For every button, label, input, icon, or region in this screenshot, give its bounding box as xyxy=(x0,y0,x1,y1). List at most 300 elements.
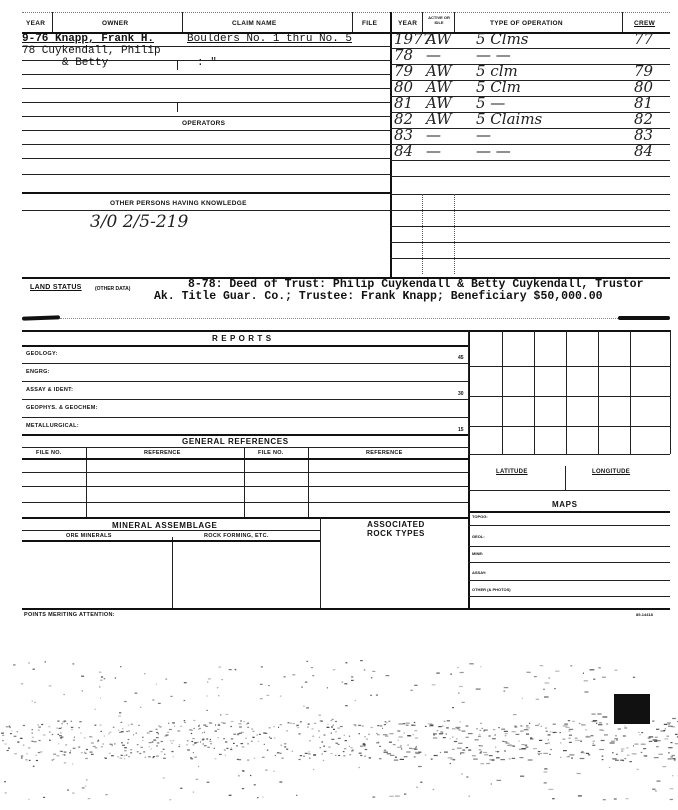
noise-speck xyxy=(49,685,52,686)
noise-speck xyxy=(220,714,221,715)
land-status-label: LAND STATUS xyxy=(30,284,82,291)
noise-speck xyxy=(100,725,102,726)
reports-title: R E P O R T S xyxy=(212,334,272,343)
noise-speck xyxy=(192,738,194,739)
noise-speck xyxy=(400,745,401,746)
noise-speck xyxy=(448,757,453,758)
noise-speck xyxy=(371,677,373,678)
noise-speck xyxy=(171,743,172,744)
noise-speck xyxy=(583,673,584,674)
noise-speck xyxy=(242,746,245,747)
separator-stroke-left xyxy=(22,315,60,320)
noise-speck xyxy=(148,756,151,757)
noise-speck xyxy=(406,751,410,752)
noise-speck xyxy=(73,740,75,741)
noise-speck xyxy=(69,752,71,753)
noise-speck xyxy=(504,687,509,688)
noise-speck xyxy=(144,673,145,674)
noise-speck xyxy=(609,767,610,768)
noise-speck xyxy=(121,722,123,723)
noise-speck xyxy=(48,726,50,727)
noise-speck xyxy=(149,742,152,743)
noise-speck xyxy=(300,721,302,722)
noise-speck xyxy=(2,735,4,736)
noise-speck xyxy=(32,737,34,738)
noise-speck xyxy=(127,742,128,743)
noise-speck xyxy=(468,750,471,751)
noise-speck xyxy=(32,700,33,701)
noise-speck xyxy=(99,672,102,673)
noise-speck xyxy=(313,755,316,756)
activity-status: AW xyxy=(426,30,452,48)
noise-speck xyxy=(592,714,596,715)
noise-speck xyxy=(520,776,524,777)
noise-speck xyxy=(268,685,270,686)
noise-speck xyxy=(242,770,244,771)
noise-speck xyxy=(461,773,462,774)
noise-speck xyxy=(247,723,249,724)
activity-type: 5 Clms xyxy=(476,30,529,48)
noise-speck xyxy=(163,777,165,778)
noise-speck xyxy=(33,766,35,767)
noise-speck xyxy=(306,661,308,662)
noise-speck xyxy=(142,737,144,738)
noise-speck xyxy=(58,743,59,744)
noise-speck xyxy=(99,686,100,687)
noise-speck xyxy=(308,724,310,725)
noise-speck xyxy=(14,736,17,737)
noise-speck xyxy=(420,782,422,783)
noise-speck xyxy=(218,667,221,668)
noise-speck xyxy=(64,754,65,755)
noise-speck xyxy=(152,699,154,700)
noise-speck xyxy=(258,741,260,742)
noise-speck xyxy=(82,787,85,788)
noise-speck xyxy=(203,743,204,744)
noise-speck xyxy=(597,713,601,714)
noise-speck xyxy=(85,753,87,754)
noise-speck xyxy=(351,676,353,677)
noise-speck xyxy=(284,746,286,747)
noise-speck xyxy=(168,723,169,724)
noise-speck xyxy=(9,726,11,727)
grid-horizontal-line xyxy=(468,454,670,455)
noise-speck xyxy=(63,694,64,695)
noise-speck xyxy=(342,682,344,683)
noise-speck xyxy=(31,741,33,742)
noise-speck xyxy=(89,736,91,737)
noise-speck xyxy=(616,754,618,755)
noise-speck xyxy=(408,735,412,736)
noise-speck xyxy=(28,799,29,800)
noise-speck xyxy=(507,745,509,746)
header-owner: OWNER xyxy=(102,20,129,27)
noise-speck xyxy=(404,756,408,757)
grid-vertical-line xyxy=(468,330,469,454)
separator-stroke-right xyxy=(618,316,670,320)
noise-speck xyxy=(662,766,666,767)
noise-speck xyxy=(235,669,236,670)
noise-speck xyxy=(189,729,192,730)
noise-speck xyxy=(86,779,87,780)
noise-speck xyxy=(349,746,350,747)
noise-speck xyxy=(418,752,421,753)
noise-speck xyxy=(458,667,459,668)
noise-speck xyxy=(480,723,482,724)
noise-speck xyxy=(670,799,673,800)
noise-speck xyxy=(350,747,352,748)
noise-speck xyxy=(672,755,675,756)
noise-speck xyxy=(672,718,676,719)
noise-speck xyxy=(649,736,654,737)
noise-speck xyxy=(244,721,245,722)
noise-speck xyxy=(71,721,72,722)
noise-speck xyxy=(466,747,468,748)
noise-speck xyxy=(79,721,81,722)
noise-speck xyxy=(72,764,73,765)
noise-speck xyxy=(309,740,311,741)
noise-speck xyxy=(129,730,130,731)
noise-speck xyxy=(323,760,324,761)
grid-vertical-line xyxy=(630,330,631,454)
noise-speck xyxy=(194,757,196,758)
noise-speck xyxy=(82,690,83,691)
noise-speck xyxy=(149,746,150,747)
noise-speck xyxy=(481,745,483,746)
header-year-2: YEAR xyxy=(398,20,418,27)
noise-speck xyxy=(118,730,119,731)
noise-speck xyxy=(514,726,517,727)
noise-speck xyxy=(538,754,540,755)
noise-speck xyxy=(454,741,457,742)
noise-speck xyxy=(323,734,325,735)
noise-speck xyxy=(584,752,585,753)
noise-speck xyxy=(386,722,388,723)
noise-speck xyxy=(549,742,550,743)
activity-type: — — xyxy=(476,46,511,64)
noise-speck xyxy=(10,733,12,734)
noise-speck xyxy=(433,789,435,790)
noise-speck xyxy=(524,729,529,730)
noise-speck xyxy=(191,741,193,742)
noise-speck xyxy=(362,725,364,726)
report-row-label: ASSAY & IDENT: xyxy=(26,387,74,393)
noise-speck xyxy=(169,729,172,730)
activity-type: — xyxy=(476,126,491,144)
noise-speck xyxy=(111,755,114,756)
noise-speck xyxy=(621,751,623,752)
noise-speck xyxy=(264,744,265,745)
noise-speck xyxy=(207,695,208,696)
noise-speck xyxy=(248,743,249,744)
noise-speck xyxy=(575,740,580,741)
noise-speck xyxy=(440,752,441,753)
noise-speck xyxy=(554,732,555,733)
noise-speck xyxy=(590,669,595,670)
noise-speck xyxy=(480,730,482,731)
noise-speck xyxy=(1,733,4,734)
report-row-label: ENGRG: xyxy=(26,369,50,375)
noise-speck xyxy=(40,751,43,752)
noise-speck xyxy=(614,738,618,739)
noise-speck xyxy=(459,729,461,730)
noise-speck xyxy=(360,755,362,756)
noise-speck xyxy=(343,751,345,752)
noise-speck xyxy=(637,769,639,770)
noise-speck xyxy=(5,792,7,793)
noise-speck xyxy=(256,734,258,735)
noise-speck xyxy=(664,738,668,739)
noise-speck xyxy=(64,752,67,753)
noise-speck xyxy=(247,727,249,728)
noise-speck xyxy=(400,759,404,760)
noise-speck xyxy=(320,747,321,748)
noise-speck xyxy=(7,750,9,751)
noise-speck xyxy=(274,737,275,738)
noise-speck xyxy=(153,756,155,757)
noise-speck xyxy=(566,727,570,728)
noise-speck xyxy=(433,733,437,734)
noise-speck xyxy=(575,738,578,739)
noise-speck xyxy=(548,734,551,735)
noise-speck xyxy=(137,744,139,745)
noise-speck xyxy=(111,744,113,745)
noise-speck xyxy=(309,758,310,759)
noise-speck xyxy=(505,735,507,736)
noise-speck xyxy=(23,745,24,746)
noise-speck xyxy=(247,760,249,761)
noise-speck xyxy=(172,740,174,741)
noise-speck xyxy=(473,759,478,760)
noise-speck xyxy=(525,745,527,746)
noise-speck xyxy=(218,737,219,738)
noise-speck xyxy=(231,721,234,722)
noise-speck xyxy=(401,748,402,749)
noise-speck xyxy=(415,737,418,738)
noise-speck xyxy=(581,751,583,752)
noise-speck xyxy=(14,753,17,754)
noise-speck xyxy=(172,722,175,723)
noise-speck xyxy=(447,720,450,721)
noise-speck xyxy=(158,733,159,734)
noise-speck xyxy=(204,745,207,746)
noise-speck xyxy=(545,743,548,744)
noise-speck xyxy=(138,725,140,726)
noise-speck xyxy=(221,722,224,723)
activity-status: AW xyxy=(426,78,452,96)
noise-speck xyxy=(389,742,392,743)
noise-speck xyxy=(124,758,125,759)
noise-speck xyxy=(639,734,640,735)
noise-speck xyxy=(379,746,381,747)
noise-speck xyxy=(665,728,666,729)
noise-speck xyxy=(104,678,106,679)
noise-speck xyxy=(145,757,147,758)
noise-speck xyxy=(206,738,208,739)
noise-speck xyxy=(413,734,415,735)
noise-speck xyxy=(345,740,347,741)
associated-rock-types-label: ASSOCIATED ROCK TYPES xyxy=(366,520,425,538)
noise-speck xyxy=(364,745,366,746)
noise-speck xyxy=(544,768,547,769)
noise-speck xyxy=(330,753,332,754)
noise-speck xyxy=(457,748,462,749)
activity-crew: 82 xyxy=(634,110,654,128)
noise-speck xyxy=(163,758,166,759)
noise-speck xyxy=(360,660,363,661)
noise-speck xyxy=(314,723,316,724)
noise-speck xyxy=(124,755,125,756)
noise-speck xyxy=(191,730,193,731)
noise-speck xyxy=(156,756,159,757)
noise-speck xyxy=(207,682,208,683)
noise-speck xyxy=(311,667,313,668)
activity-type: 5 — xyxy=(476,94,506,112)
noise-speck xyxy=(196,779,198,780)
noise-speck xyxy=(130,749,132,750)
other-persons-label: OTHER PERSONS HAVING KNOWLEDGE xyxy=(110,200,247,207)
activity-year: 82 xyxy=(394,110,414,128)
noise-speck xyxy=(229,795,232,796)
noise-speck xyxy=(52,734,54,735)
noise-speck xyxy=(312,728,314,729)
activity-type: 5 clm xyxy=(476,62,518,80)
noise-speck xyxy=(388,721,390,722)
noise-speck xyxy=(526,727,530,728)
noise-speck xyxy=(120,666,121,667)
noise-speck xyxy=(480,666,481,667)
noise-speck xyxy=(164,754,165,755)
mineral-assemblage-title: MINERAL ASSEMBLAGE xyxy=(112,521,218,530)
scan-noise xyxy=(0,660,678,810)
noise-speck xyxy=(158,703,161,704)
activity-year: 84 xyxy=(394,142,414,160)
noise-speck xyxy=(149,731,152,732)
noise-speck xyxy=(657,781,661,782)
noise-speck xyxy=(395,796,400,797)
noise-speck xyxy=(534,676,537,677)
noise-speck xyxy=(672,758,675,759)
noise-speck xyxy=(335,731,337,732)
noise-speck xyxy=(625,725,626,726)
maps-other-label: OTHER (& PHOTOS) xyxy=(472,587,511,592)
noise-speck xyxy=(530,738,534,739)
noise-speck xyxy=(288,722,290,723)
noise-speck xyxy=(495,747,496,748)
noise-speck xyxy=(61,751,63,752)
noise-speck xyxy=(403,732,405,733)
header-file: FILE xyxy=(362,20,378,27)
header-type-of-operation: TYPE OF OPERATION xyxy=(490,20,563,27)
noise-speck xyxy=(431,759,433,760)
noise-speck xyxy=(26,759,28,760)
maps-assay-label: ASSAY: xyxy=(472,570,487,575)
noise-speck xyxy=(28,662,30,663)
noise-speck xyxy=(584,691,588,692)
owner-row-2: 78 Cuykendall, Philip xyxy=(22,45,161,57)
noise-speck xyxy=(43,734,46,735)
noise-speck xyxy=(462,731,466,732)
noise-speck xyxy=(71,729,73,730)
noise-speck xyxy=(32,733,34,734)
noise-speck xyxy=(570,665,572,666)
noise-speck xyxy=(568,730,570,731)
noise-speck xyxy=(318,730,320,731)
noise-speck xyxy=(522,698,523,699)
claim-row-1: Boulders No. 1 thru No. 5 xyxy=(187,33,353,45)
noise-speck xyxy=(65,744,67,745)
noise-speck xyxy=(654,757,659,758)
noise-speck xyxy=(239,759,242,760)
noise-speck xyxy=(81,676,84,677)
noise-speck xyxy=(158,725,159,726)
noise-speck xyxy=(171,751,173,752)
noise-speck xyxy=(215,724,216,725)
noise-speck xyxy=(27,753,28,754)
noise-speck xyxy=(344,735,345,736)
noise-speck xyxy=(28,747,30,748)
noise-speck xyxy=(124,747,127,748)
noise-speck xyxy=(80,733,81,734)
noise-speck xyxy=(231,738,233,739)
noise-speck xyxy=(560,732,561,733)
noise-speck xyxy=(36,755,37,756)
header-year: YEAR xyxy=(26,20,46,27)
noise-speck xyxy=(161,741,164,742)
noise-speck xyxy=(656,729,659,730)
noise-speck xyxy=(387,753,391,754)
noise-speck xyxy=(101,731,102,732)
noise-speck xyxy=(290,723,291,724)
noise-speck xyxy=(404,794,406,795)
noise-speck xyxy=(306,707,309,708)
noise-speck xyxy=(229,669,232,670)
noise-speck xyxy=(462,750,465,751)
noise-speck xyxy=(327,724,328,725)
noise-speck xyxy=(34,741,37,742)
noise-speck xyxy=(593,743,594,744)
noise-speck xyxy=(389,796,393,797)
noise-speck xyxy=(397,747,402,748)
noise-speck xyxy=(376,695,378,696)
noise-speck xyxy=(210,743,212,744)
noise-speck xyxy=(218,695,219,696)
grid-horizontal-line xyxy=(468,396,670,397)
noise-speck xyxy=(205,726,207,727)
noise-speck xyxy=(546,731,548,732)
noise-speck xyxy=(34,702,36,703)
noise-speck xyxy=(538,751,541,752)
noise-speck xyxy=(352,749,354,750)
noise-speck xyxy=(313,769,314,770)
noise-speck xyxy=(197,742,199,743)
report-row-number: 45 xyxy=(458,355,464,361)
noise-speck xyxy=(147,732,150,733)
lower-form xyxy=(22,330,670,610)
noise-speck xyxy=(161,751,163,752)
noise-speck xyxy=(265,733,267,734)
noise-speck xyxy=(393,744,396,745)
noise-speck xyxy=(39,740,41,741)
noise-speck xyxy=(527,672,531,673)
noise-speck xyxy=(652,789,655,790)
noise-speck xyxy=(169,799,171,800)
noise-speck xyxy=(280,745,282,746)
noise-speck xyxy=(452,737,453,738)
ref-col-file-no-1: FILE NO. xyxy=(36,450,62,456)
noise-speck xyxy=(292,751,293,752)
noise-speck xyxy=(603,799,606,800)
